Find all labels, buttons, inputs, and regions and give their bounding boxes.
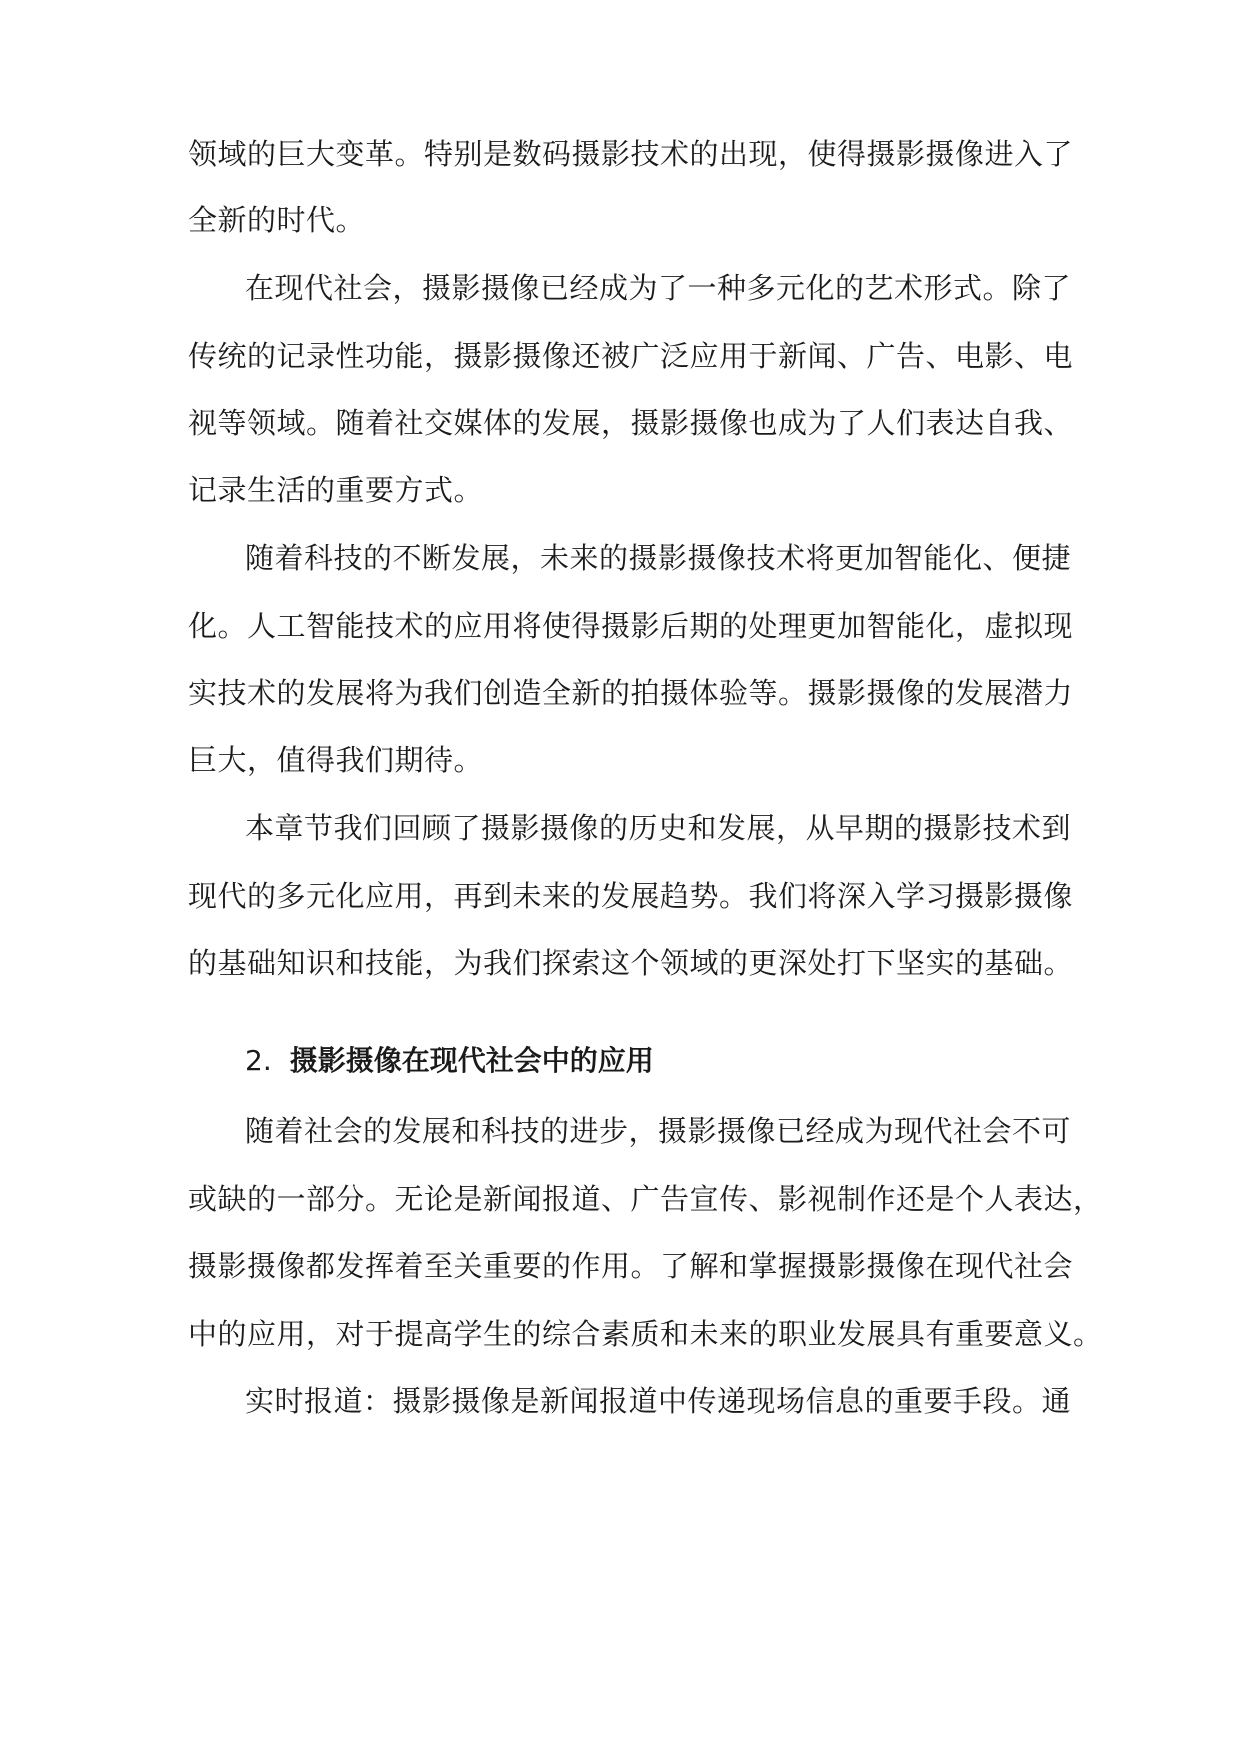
paragraph-line: 本章节我们回顾了摄影摄像的历史和发展，从早期的摄影技术到 xyxy=(245,811,1072,845)
paragraph-line: 随着社会的发展和科技的进步，摄影摄像已经成为现代社会不可 xyxy=(245,1114,1072,1148)
paragraph-line: 记录生活的重要方式。 xyxy=(188,473,484,507)
paragraph-line: 实技术的发展将为我们创造全新的拍摄体验等。摄影摄像的发展潜力 xyxy=(188,676,1074,710)
paragraph-line: 摄影摄像都发挥着至关重要的作用。了解和掌握摄影摄像在现代社会 xyxy=(188,1249,1074,1283)
section-number: 2. xyxy=(245,1044,272,1077)
paragraph-line: 的基础知识和技能，为我们探索这个领域的更深处打下坚实的基础。 xyxy=(188,946,1074,980)
section-title: 摄影摄像在现代社会中的应用 xyxy=(289,1044,654,1077)
paragraph-line: 传统的记录性功能，摄影摄像还被广泛应用于新闻、广告、电影、电 xyxy=(188,339,1074,373)
paragraph-line: 全新的时代。 xyxy=(188,203,366,237)
paragraph-line: 领域的巨大变革。特别是数码摄影技术的出现，使得摄影摄像进入了 xyxy=(188,137,1074,171)
paragraph-line: 现代的多元化应用，再到未来的发展趋势。我们将深入学习摄影摄像 xyxy=(188,879,1074,913)
paragraph-line: 随着科技的不断发展，未来的摄影摄像技术将更加智能化、便捷 xyxy=(245,541,1072,575)
paragraph-line: 视等领域。随着社交媒体的发展，摄影摄像也成为了人们表达自我、 xyxy=(188,406,1074,440)
paragraph-line: 中的应用，对于提高学生的综合素质和未来的职业发展具有重要意义。 xyxy=(188,1317,1103,1351)
paragraph-line: 实时报道：摄影摄像是新闻报道中传递现场信息的重要手段。通 xyxy=(245,1384,1072,1418)
paragraph-line: 在现代社会，摄影摄像已经成为了一种多元化的艺术形式。除了 xyxy=(245,271,1072,305)
paragraph-line: 化。人工智能技术的应用将使得摄影后期的处理更加智能化，虚拟现 xyxy=(188,609,1074,643)
section-heading xyxy=(245,1041,654,1081)
paragraph-line: 或缺的一部分。无论是新闻报道、广告宣传、影视制作还是个人表达， xyxy=(188,1182,1103,1216)
paragraph-line: 巨大，值得我们期待。 xyxy=(188,743,484,777)
